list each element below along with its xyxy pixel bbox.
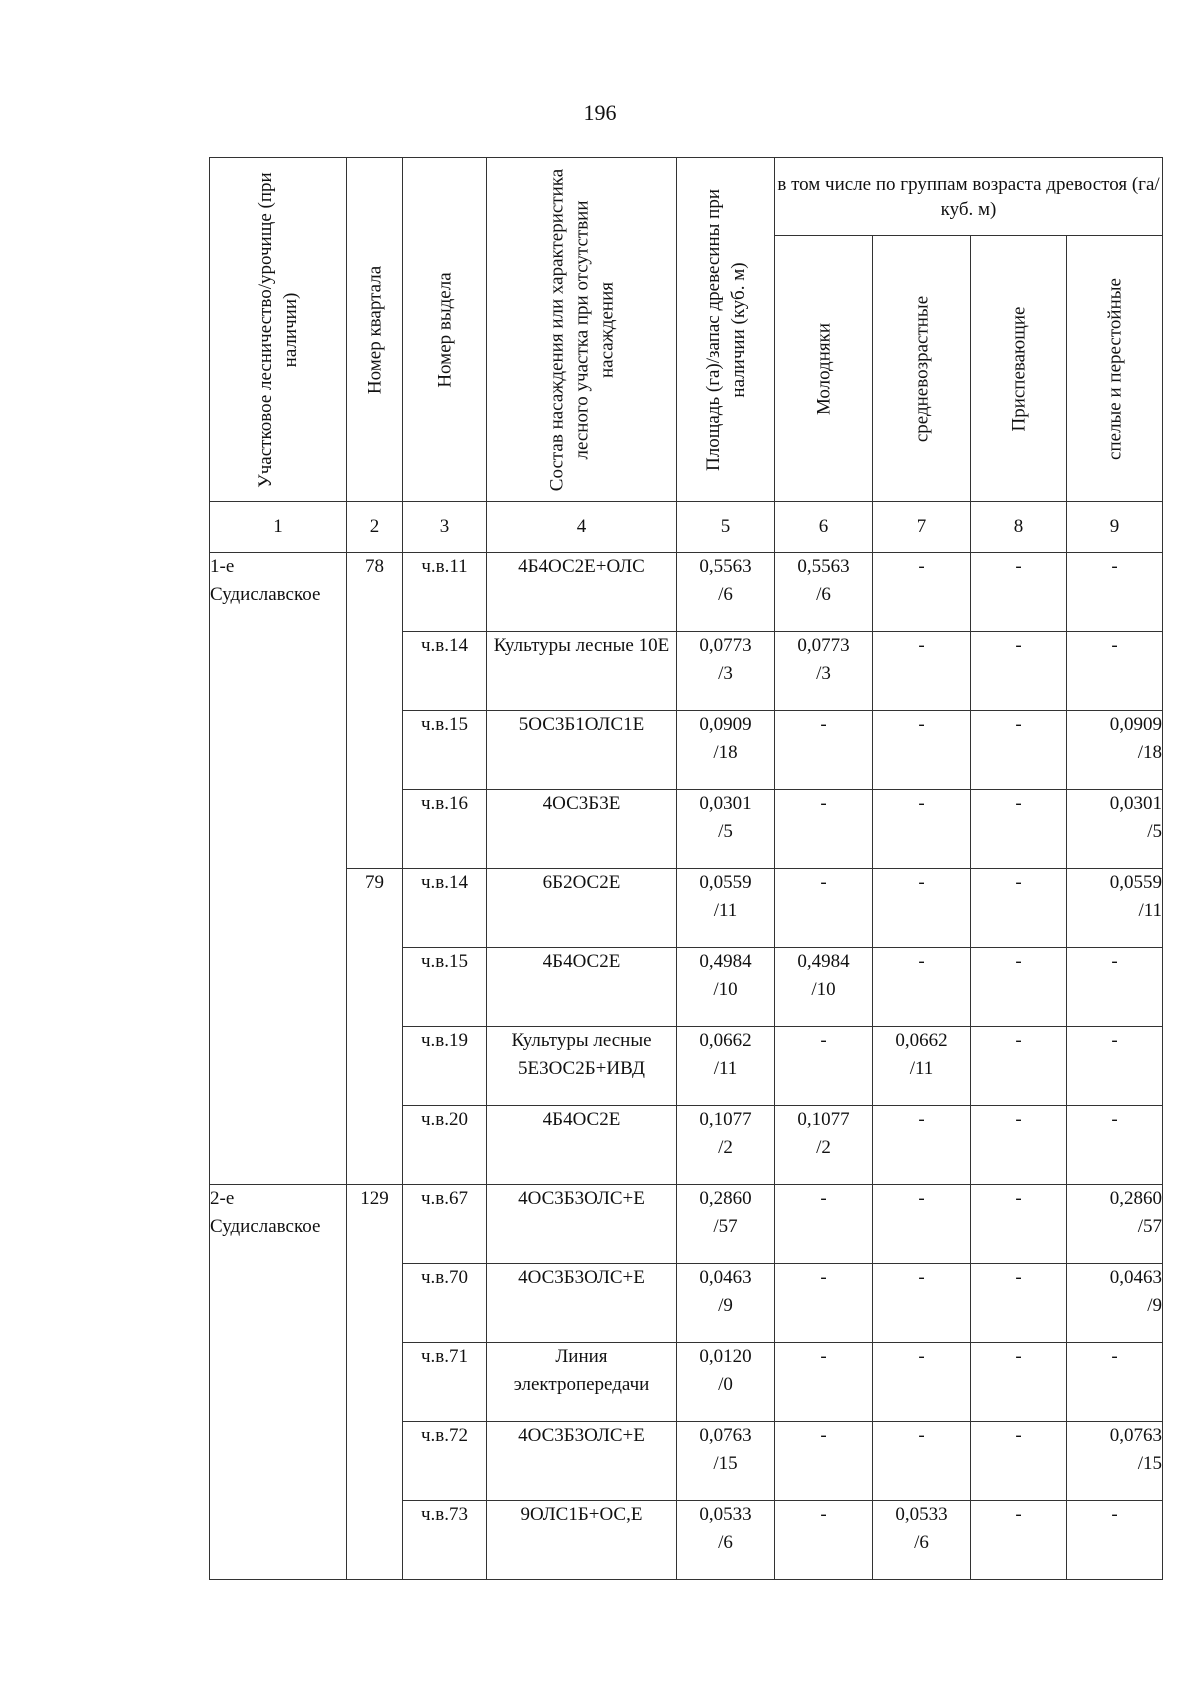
vydel-cell: ч.в.19 bbox=[403, 1027, 487, 1106]
vydel-cell: ч.в.15 bbox=[403, 948, 487, 1027]
col-number: 3 bbox=[403, 502, 487, 553]
young-cell: - bbox=[775, 711, 873, 790]
premature-cell: - bbox=[971, 1185, 1067, 1264]
middle-cell: - bbox=[873, 869, 971, 948]
composition-cell: 6Б2ОС2Е bbox=[487, 869, 677, 948]
header-quarter: Номер квартала bbox=[347, 158, 403, 502]
composition-cell: 4Б4ОС2Е bbox=[487, 948, 677, 1027]
premature-cell: - bbox=[971, 1343, 1067, 1422]
quarter-cell: 129 bbox=[347, 1185, 403, 1580]
middle-cell: - bbox=[873, 1185, 971, 1264]
mature-cell: 0,0559 /11 bbox=[1067, 869, 1163, 948]
vydel-cell: ч.в.72 bbox=[403, 1422, 487, 1501]
col-number: 8 bbox=[971, 502, 1067, 553]
premature-cell: - bbox=[971, 790, 1067, 869]
composition-cell: Линия электропередачи bbox=[487, 1343, 677, 1422]
premature-cell: - bbox=[971, 869, 1067, 948]
middle-cell: - bbox=[873, 632, 971, 711]
composition-cell: Культуры лесные 10Е bbox=[487, 632, 677, 711]
vydel-cell: ч.в.16 bbox=[403, 790, 487, 869]
header-mature: спелые и перестойные bbox=[1067, 236, 1163, 502]
mature-cell: 0,0463 /9 bbox=[1067, 1264, 1163, 1343]
vydel-cell: ч.в.71 bbox=[403, 1343, 487, 1422]
area-cell: 0,0773 /3 bbox=[677, 632, 775, 711]
young-cell: 0,5563 /6 bbox=[775, 553, 873, 632]
mature-cell: - bbox=[1067, 1106, 1163, 1185]
col-number: 7 bbox=[873, 502, 971, 553]
middle-cell: - bbox=[873, 711, 971, 790]
col-number: 9 bbox=[1067, 502, 1163, 553]
composition-cell: 9ОЛС1Б+ОС,Е bbox=[487, 1501, 677, 1580]
mature-cell: - bbox=[1067, 948, 1163, 1027]
mature-cell: - bbox=[1067, 1027, 1163, 1106]
composition-cell: 4ОС3Б3Е bbox=[487, 790, 677, 869]
col-number: 6 bbox=[775, 502, 873, 553]
middle-cell: 0,0662 /11 bbox=[873, 1027, 971, 1106]
forestry-cell: 1-е Судиславское bbox=[210, 553, 347, 1185]
composition-cell: 4ОС3Б3ОЛС+Е bbox=[487, 1264, 677, 1343]
middle-cell: 0,0533 /6 bbox=[873, 1501, 971, 1580]
area-cell: 0,1077 /2 bbox=[677, 1106, 775, 1185]
mature-cell: - bbox=[1067, 553, 1163, 632]
mature-cell: - bbox=[1067, 1501, 1163, 1580]
area-cell: 0,0559 /11 bbox=[677, 869, 775, 948]
table-row bbox=[210, 1185, 1163, 1264]
area-cell: 0,0763 /15 bbox=[677, 1422, 775, 1501]
header-composition: Состав насаждения или характеристика лесного участка при отсутствии насаждения bbox=[487, 158, 677, 502]
premature-cell: - bbox=[971, 1422, 1067, 1501]
header-vydel: Номер выдела bbox=[403, 158, 487, 502]
col-number: 1 bbox=[210, 502, 347, 553]
table-row bbox=[210, 553, 1163, 632]
mature-cell: 0,0909 /18 bbox=[1067, 711, 1163, 790]
mature-cell: 0,2860 /57 bbox=[1067, 1185, 1163, 1264]
vydel-cell: ч.в.14 bbox=[403, 869, 487, 948]
young-cell: - bbox=[775, 1185, 873, 1264]
young-cell: - bbox=[775, 1422, 873, 1501]
area-cell: 0,0533 /6 bbox=[677, 1501, 775, 1580]
vydel-cell: ч.в.73 bbox=[403, 1501, 487, 1580]
composition-cell: Культуры лесные 5Е3ОС2Б+ИВД bbox=[487, 1027, 677, 1106]
vydel-cell: ч.в.67 bbox=[403, 1185, 487, 1264]
mature-cell: 0,0301 /5 bbox=[1067, 790, 1163, 869]
composition-cell: 4Б4ОС2Е bbox=[487, 1106, 677, 1185]
forestry-cell: 2-е Судиславское bbox=[210, 1185, 347, 1580]
premature-cell: - bbox=[971, 948, 1067, 1027]
premature-cell: - bbox=[971, 1501, 1067, 1580]
premature-cell: - bbox=[971, 632, 1067, 711]
young-cell: - bbox=[775, 1027, 873, 1106]
composition-cell: 4ОС3Б3ОЛС+Е bbox=[487, 1185, 677, 1264]
vydel-cell: ч.в.14 bbox=[403, 632, 487, 711]
area-cell: 0,4984 /10 bbox=[677, 948, 775, 1027]
header-area: Площадь (га)/запас древесины при наличии (куб. м) bbox=[677, 158, 775, 502]
mature-cell: - bbox=[1067, 632, 1163, 711]
header-young: Молодняки bbox=[775, 236, 873, 502]
young-cell: - bbox=[775, 869, 873, 948]
area-cell: 0,0463 /9 bbox=[677, 1264, 775, 1343]
area-cell: 0,2860 /57 bbox=[677, 1185, 775, 1264]
composition-cell: 5ОС3Б1ОЛС1Е bbox=[487, 711, 677, 790]
young-cell: - bbox=[775, 1501, 873, 1580]
area-cell: 0,0120 /0 bbox=[677, 1343, 775, 1422]
premature-cell: - bbox=[971, 1106, 1067, 1185]
middle-cell: - bbox=[873, 1106, 971, 1185]
premature-cell: - bbox=[971, 553, 1067, 632]
premature-cell: - bbox=[971, 1027, 1067, 1106]
young-cell: - bbox=[775, 1264, 873, 1343]
vydel-cell: ч.в.70 bbox=[403, 1264, 487, 1343]
col-number: 2 bbox=[347, 502, 403, 553]
mature-cell: - bbox=[1067, 1343, 1163, 1422]
premature-cell: - bbox=[971, 711, 1067, 790]
middle-cell: - bbox=[873, 790, 971, 869]
middle-cell: - bbox=[873, 1264, 971, 1343]
premature-cell: - bbox=[971, 1264, 1067, 1343]
quarter-cell: 78 bbox=[347, 553, 403, 869]
area-cell: 0,0301 /5 bbox=[677, 790, 775, 869]
page-number: 196 bbox=[583, 100, 617, 125]
middle-cell: - bbox=[873, 948, 971, 1027]
header-middle-aged: средневозрастные bbox=[873, 236, 971, 502]
area-cell: 0,0909 /18 bbox=[677, 711, 775, 790]
forest-table bbox=[209, 157, 1163, 1580]
col-number: 5 bbox=[677, 502, 775, 553]
area-cell: 0,5563 /6 bbox=[677, 553, 775, 632]
mature-cell: 0,0763 /15 bbox=[1067, 1422, 1163, 1501]
composition-cell: 4ОС3Б3ОЛС+Е bbox=[487, 1422, 677, 1501]
young-cell: 0,0773 /3 bbox=[775, 632, 873, 711]
vydel-cell: ч.в.20 bbox=[403, 1106, 487, 1185]
young-cell: - bbox=[775, 1343, 873, 1422]
middle-cell: - bbox=[873, 1343, 971, 1422]
middle-cell: - bbox=[873, 553, 971, 632]
column-numbers-row bbox=[210, 502, 1163, 553]
header-forestry: Участковое лесничество/урочище (при наличии) bbox=[210, 158, 347, 502]
col-number: 4 bbox=[487, 502, 677, 553]
young-cell: 0,4984 /10 bbox=[775, 948, 873, 1027]
quarter-cell: 79 bbox=[347, 869, 403, 1185]
header-age-groups: в том числе по группам возраста древостоя (га/куб. м) bbox=[775, 158, 1163, 236]
area-cell: 0,0662 /11 bbox=[677, 1027, 775, 1106]
header-premature: Приспевающие bbox=[971, 236, 1067, 502]
composition-cell: 4Б4ОС2Е+ОЛС bbox=[487, 553, 677, 632]
middle-cell: - bbox=[873, 1422, 971, 1501]
table-body bbox=[210, 553, 1163, 1580]
vydel-cell: ч.в.15 bbox=[403, 711, 487, 790]
table-row bbox=[210, 869, 1163, 948]
young-cell: - bbox=[775, 790, 873, 869]
young-cell: 0,1077 /2 bbox=[775, 1106, 873, 1185]
vydel-cell: ч.в.11 bbox=[403, 553, 487, 632]
